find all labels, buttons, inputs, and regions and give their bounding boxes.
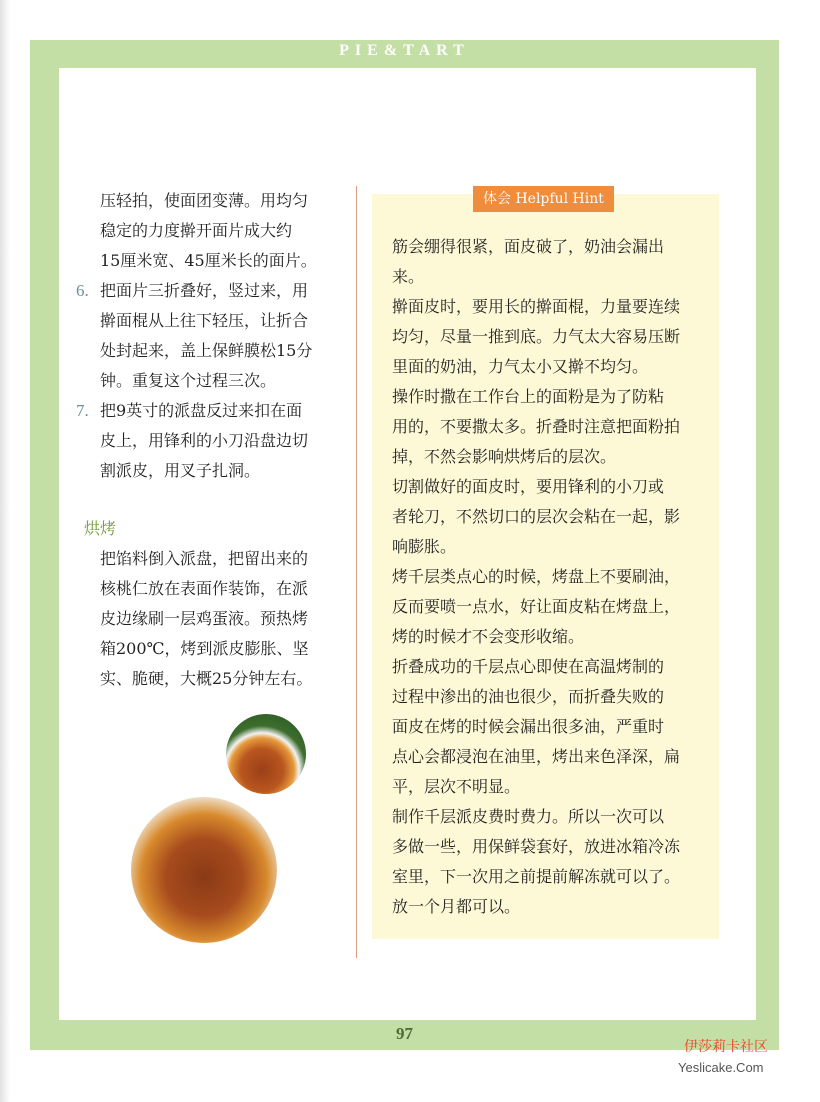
text-line: 烤的时候才不会变形收缩。 — [392, 627, 585, 646]
watermark-site-url: Yeslicake.Com — [678, 1060, 764, 1075]
intro-paragraph — [70, 186, 345, 276]
page-number: 97 — [396, 1024, 413, 1043]
text-line: 擀面皮时，要用长的擀面棍，力量要连续 — [392, 297, 681, 316]
hint-paragraph — [392, 382, 712, 472]
text-line: 折叠成功的千层点心即使在高温烤制的 — [392, 657, 665, 676]
bake-paragraph — [70, 544, 345, 694]
text-line: 箱200℃，烤到派皮膨胀、坚 — [100, 639, 309, 658]
page-edge-shadow — [0, 0, 10, 1102]
text-line: 过程中渗出的油也很少，而折叠失败的 — [392, 687, 665, 706]
text-line: 把馅料倒入派盘，把留出来的 — [100, 549, 309, 568]
text-line: 压轻拍，使面团变薄。用均匀 — [100, 191, 309, 210]
text-line: 来。 — [392, 267, 425, 286]
text-line: 反而要喷一点水，好让面皮粘在烤盘上， — [392, 597, 681, 616]
text-line: 处封起来，盖上保鲜膜松15分 — [100, 341, 313, 360]
text-line: 点心会都浸泡在油里，烤出来色泽深，扁 — [392, 747, 681, 766]
column-divider — [356, 186, 357, 958]
hint-paragraph — [392, 472, 712, 562]
text-line: 筋会绷得很紧，面皮破了，奶油会漏出 — [392, 237, 665, 256]
text-line: 把9英寸的派盘反过来扣在面 — [100, 401, 303, 420]
text-line: 用的，不要撒太多。折叠时注意把面粉拍 — [392, 417, 681, 436]
text-line: 室里，下一次用之前提前解冻就可以了。 — [392, 867, 681, 886]
hint-paragraph — [392, 292, 712, 382]
text-line: 擀面棍从上往下轻压，让折合 — [100, 311, 309, 330]
text-line: 平，层次不明显。 — [392, 777, 521, 796]
section-title-bake: 烘烤 — [84, 519, 117, 538]
step-number: 7. — [76, 401, 89, 420]
text-line: 割派皮，用叉子扎洞。 — [100, 461, 261, 480]
hint-paragraph — [392, 562, 712, 652]
text-line: 者轮刀，不然切口的层次会粘在一起，影 — [392, 507, 681, 526]
left-column — [70, 186, 345, 694]
text-line: 把面片三折叠好，竖过来，用 — [100, 281, 309, 300]
text-line: 操作时撒在工作台上的面粉是为了防粘 — [392, 387, 665, 406]
text-line: 放一个月都可以。 — [392, 897, 521, 916]
text-line: 稳定的力度擀开面片成大约 — [100, 221, 293, 240]
page-header-title: PIE&TART — [339, 42, 470, 59]
helpful-hint-text — [392, 232, 712, 922]
text-line: 皮上，用锋利的小刀沿盘边切 — [100, 431, 309, 450]
text-line: 均匀，尽量一推到底。力气太大容易压断 — [392, 327, 681, 346]
text-line: 里面的奶油，力气太小又擀不均匀。 — [392, 357, 649, 376]
pie-photo-large — [131, 797, 277, 943]
watermark-site-name: 伊莎莉卡社区 — [684, 1039, 768, 1055]
text-line: 皮边缘刷一层鸡蛋液。预热烤 — [100, 609, 309, 628]
text-line: 核桃仁放在表面作装饰，在派 — [100, 579, 309, 598]
hint-paragraph — [392, 232, 712, 292]
text-line: 切割做好的面皮时，要用锋利的小刀或 — [392, 477, 665, 496]
helpful-hint-label: 体会 Helpful Hint — [473, 186, 614, 212]
text-line: 制作千层派皮费时费力。所以一次可以 — [392, 807, 665, 826]
text-line: 面皮在烤的时候会漏出很多油，严重时 — [392, 717, 665, 736]
hint-paragraph — [392, 802, 712, 922]
text-line: 15厘米宽、45厘米长的面片。 — [100, 251, 317, 270]
text-line: 烤千层类点心的时候，烤盘上不要刷油， — [392, 567, 681, 586]
text-line: 实、脆硬，大概25分钟左右。 — [100, 669, 313, 688]
step-number: 6. — [76, 281, 89, 300]
pie-photo-small — [226, 714, 306, 794]
step-6 — [70, 276, 345, 396]
text-line: 响膨胀。 — [392, 537, 457, 556]
step-7 — [70, 396, 345, 486]
hint-paragraph — [392, 652, 712, 802]
text-line: 掉，不然会影响烘烤后的层次。 — [392, 447, 617, 466]
text-line: 多做一些，用保鲜袋套好，放进冰箱冷冻 — [392, 837, 681, 856]
text-line: 钟。重复这个过程三次。 — [100, 371, 277, 390]
